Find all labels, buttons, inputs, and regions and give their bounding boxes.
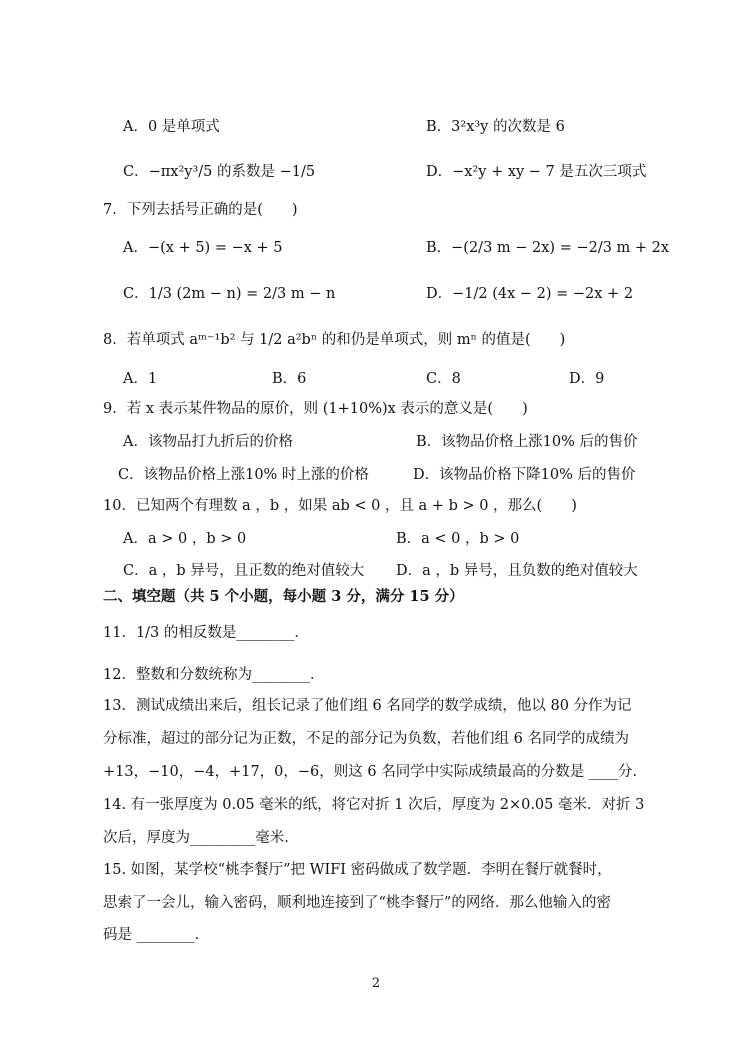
q13-line-2: 分标准，超过的部分记为正数，不足的部分记为负数，若他们组 6 名同学的成绩为 bbox=[103, 731, 629, 747]
q10-stem: 10．已知两个有理数 a ，b ，如果 ab < 0 ，且 a + b > 0 ，那么( ) bbox=[103, 498, 577, 514]
q15-line-3: 码是 ________. bbox=[103, 927, 200, 943]
q13-line-3: +13，−10，−4，+17，0，−6，则这 6 名同学中实际成绩最高的分数是 ____分. bbox=[103, 764, 637, 780]
q8-option-c: C．8 bbox=[426, 371, 461, 387]
q9-option-b: B．该物品价格上涨10% 后的售价 bbox=[416, 434, 638, 450]
q8-option-a: A．1 bbox=[123, 371, 158, 387]
q13-line-1: 13．测试成绩出来后，组长记录了他们组 6 名同学的数学成绩，他以 80 分作为记 bbox=[103, 698, 632, 714]
q10-option-b: B．a < 0 ，b > 0 bbox=[396, 531, 520, 547]
q8-stem: 8．若单项式 aᵐ⁻¹b² 与 1/2 a²bⁿ 的和仍是单项式，则 mⁿ 的值是( ) bbox=[103, 332, 566, 348]
q10-option-a: A．a > 0 ，b > 0 bbox=[123, 531, 247, 547]
q7-option-d: D．−1/2 (4x − 2) = −2x + 2 bbox=[426, 286, 634, 302]
q8-option-d: D．9 bbox=[569, 371, 605, 387]
q11: 11．1/3 的相反数是________． bbox=[103, 625, 309, 641]
q9-option-d: D．该物品价格下降10% 后的售价 bbox=[413, 467, 636, 483]
q9-option-a: A．该物品打九折后的价格 bbox=[123, 434, 293, 450]
q7-stem: 7．下列去括号正确的是( ) bbox=[103, 202, 298, 218]
section-2-title: 二、填空题（共 5 个小题，每小题 3 分，满分 15 分） bbox=[103, 588, 464, 605]
page-number: 2 bbox=[371, 976, 381, 991]
q14-line-2: 次后，厚度为_________毫米. bbox=[103, 830, 289, 846]
q8-option-b: B．6 bbox=[272, 371, 307, 387]
q10-option-d: D．a ，b 异号，且负数的绝对值较大 bbox=[396, 563, 638, 579]
q15-line-1: 15. 如图，某学校“桃李餐厅”把 WIFI 密码做成了数学题．李明在餐厅就餐时， bbox=[103, 862, 612, 878]
q6-option-b: B．3²x³y 的次数是 6 bbox=[426, 119, 565, 135]
q7-option-c: C．1/3 (2m − n) = 2/3 m − n bbox=[123, 286, 336, 302]
q9-option-c: C．该物品价格上涨10% 时上涨的价格 bbox=[118, 467, 369, 483]
q6-option-a: A．0 是单项式 bbox=[123, 119, 220, 135]
q14-line-1: 14. 有一张厚度为 0.05 毫米的纸，将它对折 1 次后，厚度为 2×0.05 毫米．对折 3 bbox=[103, 797, 645, 813]
q7-option-a: A．−(x + 5) = −x + 5 bbox=[123, 240, 283, 256]
q7-option-b: B．−(2/3 m − 2x) = −2/3 m + 2x bbox=[426, 240, 670, 256]
q10-option-c: C．a ，b 异号，且正数的绝对值较大 bbox=[123, 563, 365, 579]
q6-option-c: C．−πx²y³/5 的系数是 −1/5 bbox=[123, 164, 316, 180]
q15-line-2: 思索了一会儿，输入密码，顺利地连接到了“桃李餐厅”的网络．那么他输入的密 bbox=[103, 895, 611, 911]
q12: 12．整数和分数统称为________． bbox=[103, 667, 325, 683]
q9-stem: 9．若 x 表示某件物品的原价，则 (1+10%)x 表示的意义是( ) bbox=[103, 401, 528, 417]
q6-option-d: D．−x²y + xy − 7 是五次三项式 bbox=[426, 164, 647, 180]
